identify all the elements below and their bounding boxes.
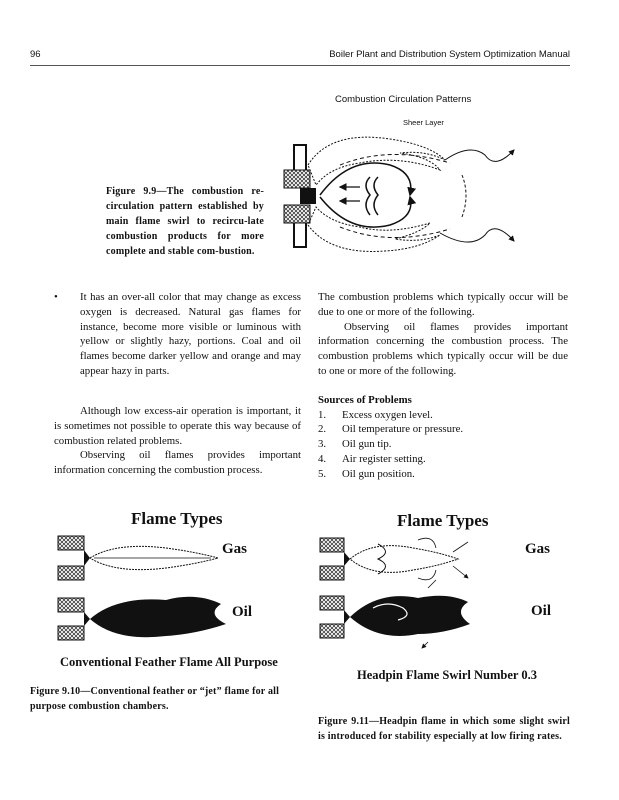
burner-block-top [284,170,310,188]
outflow-arrow-bottom [440,229,514,242]
list-item: 3. Oil gun tip. [318,438,392,451]
figure-9-11-oil-label: Oil [531,603,552,619]
oil-burner-bottom [320,624,344,638]
oil-burner-top [58,598,84,612]
bullet-item [54,290,301,379]
left-para-1: Although low excess-air operation is important, it is sometimes not possible to operate this way because of combustion related problems. [54,405,301,447]
list-item: 1. Excess oxygen level. [318,408,433,421]
outflow-arrow-top [445,150,514,161]
oil-flame [90,597,226,637]
figure-9-10-diagram [56,528,236,650]
bullet-text: It has an over-all color that may change as excess oxygen is decreased. Natural gas flames for instance, become more visible or luminous with yellow or slightly hazy, portions. Coal and oil flames become darker yellow and orange and may appear hazy in parts. [80,291,301,377]
figure-9-11-caption: Figure 9.11—Headpin flame in which some slight swirl is introduced for stability especially at low firing rates. [318,716,570,742]
gas-burner-top [58,536,84,550]
list-item: 2. Oil temperature or pressure. [318,423,464,436]
figure-9-11-diagram [318,530,518,650]
left-para-2: Observing oil flames provides important information concerning the combustion process. [54,449,301,477]
oil-flame [350,596,470,636]
running-title: Boiler Plant and Distribution System Optimization Manual [329,49,570,60]
figure-9-10-gas-label: Gas [222,541,248,557]
oil-nozzle [344,610,350,624]
gas-burner-top [320,538,344,552]
figure-9-9-title: Combustion Circulation Patterns [335,94,472,105]
sources-heading: Sources of Problems [318,393,412,406]
gas-nozzle [344,552,350,566]
shear-layer-bottom [340,227,450,238]
figure-9-9-label: Sheer Layer [403,118,444,127]
page-header [30,47,570,66]
figure-9-10-title: Flame Types [131,509,223,528]
figure-9-9-diagram [270,125,530,260]
figure-9-11-subtitle: Headpin Flame Swirl Number 0.3 [357,668,537,682]
bullet-dot: • [54,291,58,303]
oil-burner-top [320,596,344,610]
gas-burner-bottom [58,566,84,580]
sources-list [318,408,568,482]
return-path [462,175,466,217]
central-vortex [366,177,378,215]
right-column [318,290,568,482]
left-column-paragraphs [54,404,301,478]
page-number: 96 [30,49,41,60]
gas-burner-bottom [320,566,344,580]
recirc-loop-top [320,163,411,195]
gas-flame [350,546,458,573]
recirc-loop-bottom [320,197,411,227]
right-para-2: Observing oil flames provides important information concerning the combustion process. The combustion problems which typically occur will be due to one or more of the following. [318,320,568,377]
left-column [54,290,301,379]
oil-nozzle [84,612,90,626]
figure-9-10-subtitle: Conventional Feather Flame All Purpose [60,655,278,669]
list-item: 4. Air register setting. [318,452,426,465]
burner-nozzle [300,188,316,204]
lower-flame [308,207,440,251]
figure-9-11-gas-label: Gas [525,541,551,557]
figure-9-10-caption: Figure 9.10—Conventional feather or “jet” flame for all purpose combustion chambers. [30,686,280,712]
burner-block-bottom [284,205,310,223]
right-para-1: The combustion problems which typically occur will be due to one or more of the following. [318,291,568,318]
list-item: 5. Oil gun position. [318,467,415,480]
figure-9-9-caption: Figure 9.9—The combustion re-circulation pattern established by main flame swirl to recircu-late combustion products for more complete and stable com-bustion. [106,186,264,257]
figure-9-11-title: Flame Types [397,511,489,530]
oil-burner-bottom [58,626,84,640]
figure-9-10-oil-label: Oil [232,604,253,620]
